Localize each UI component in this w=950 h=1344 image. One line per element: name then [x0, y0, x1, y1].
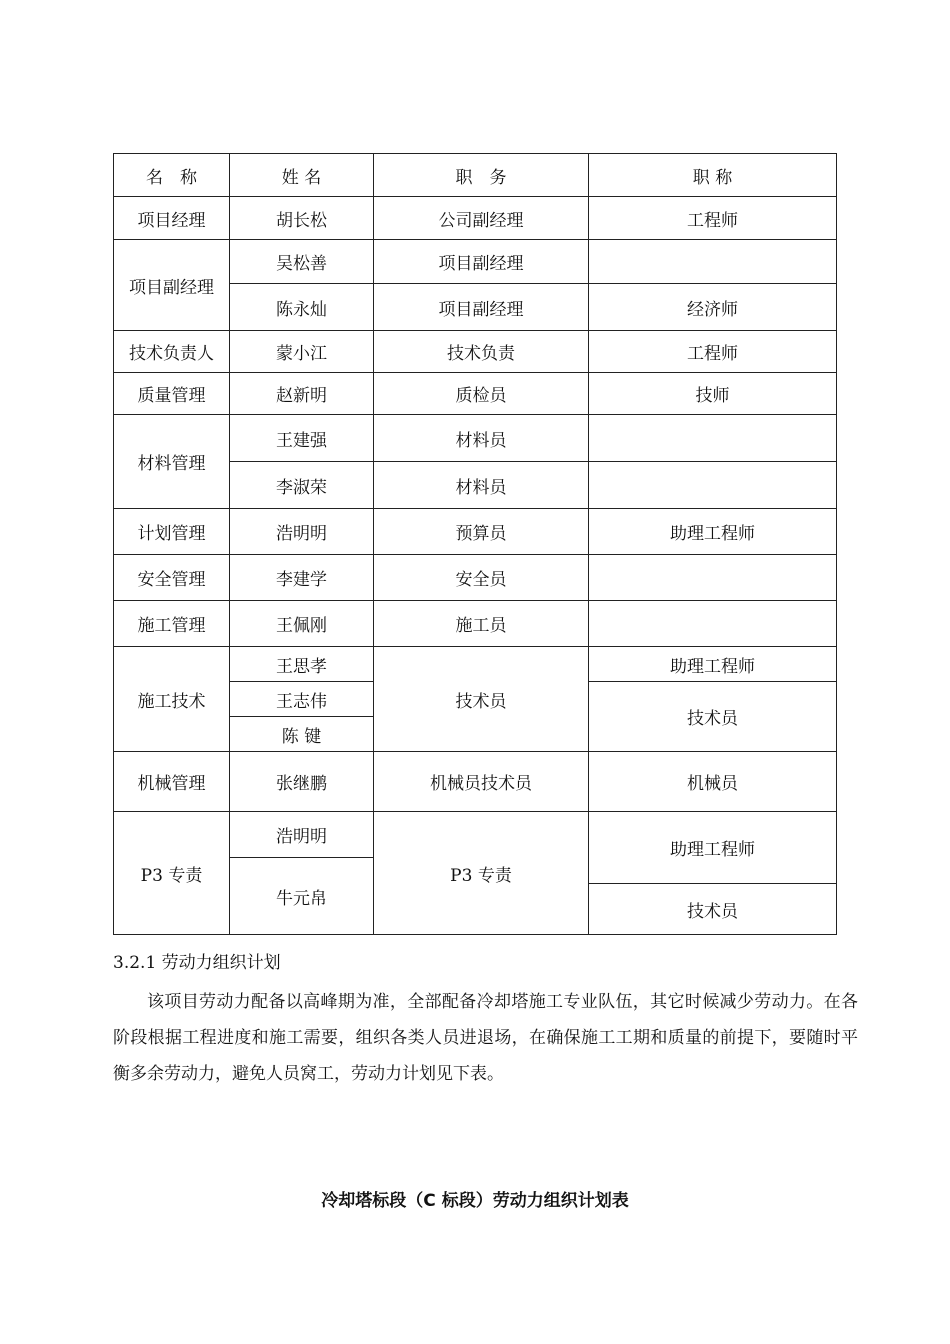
- header-cell: 职 务: [374, 154, 589, 197]
- name-cell: 浩明明: [230, 812, 374, 858]
- role-cell: 计划管理: [114, 509, 230, 555]
- title-cell: 技术员: [589, 682, 837, 752]
- table-row: [114, 197, 837, 240]
- role-cell: 项目副经理: [114, 240, 230, 331]
- role-cell: 质量管理: [114, 373, 230, 415]
- table-row: [114, 373, 837, 415]
- table-row: [114, 812, 837, 858]
- name-cell: 赵新明: [230, 373, 374, 415]
- duty-cell: 技术员: [374, 647, 589, 752]
- duty-cell: 公司副经理: [374, 197, 589, 240]
- duty-cell: P3 专责: [374, 812, 589, 935]
- header-cell: 职 称: [589, 154, 837, 197]
- duty-cell: 施工员: [374, 601, 589, 647]
- name-cell: 李建学: [230, 555, 374, 601]
- table-row: [114, 647, 837, 682]
- table-row: [114, 555, 837, 601]
- section-heading: 3.2.1 劳动力组织计划: [113, 953, 281, 973]
- title-cell: [589, 240, 837, 284]
- staff-table: [113, 153, 837, 935]
- title-cell: 助理工程师: [589, 812, 837, 884]
- body-paragraph: 该项目劳动力配备以高峰期为准，全部配备冷却塔施工专业队伍，其它时候减少劳动力。在各阶段根据工程进度和施工需要，组织各类人员进退场，在确保施工工期和质量的前提下，要随时平衡多余劳动力，避免人员窝工，劳动力计划见下表。: [113, 992, 858, 1084]
- title-cell: [589, 601, 837, 647]
- table-row: [114, 331, 837, 373]
- title-cell: 工程师: [589, 197, 837, 240]
- duty-cell: 材料员: [374, 462, 589, 509]
- name-cell: 张继鹏: [230, 752, 374, 812]
- role-cell: 技术负责人: [114, 331, 230, 373]
- duty-cell: 机械员技术员: [374, 752, 589, 812]
- duty-cell: 项目副经理: [374, 284, 589, 331]
- role-cell: 材料管理: [114, 415, 230, 509]
- name-cell: 陈 键: [230, 717, 374, 752]
- role-cell: 项目经理: [114, 197, 230, 240]
- duty-cell: 安全员: [374, 555, 589, 601]
- title-cell: 助理工程师: [589, 647, 837, 682]
- name-cell: 王志伟: [230, 682, 374, 717]
- name-cell: 王思孝: [230, 647, 374, 682]
- role-cell: 安全管理: [114, 555, 230, 601]
- table-row: [114, 509, 837, 555]
- table-caption: 冷却塔标段（C 标段）劳动力组织计划表: [321, 1191, 629, 1211]
- role-cell: 施工技术: [114, 647, 230, 752]
- duty-cell: 技术负责: [374, 331, 589, 373]
- title-cell: 工程师: [589, 331, 837, 373]
- name-cell: 蒙小江: [230, 331, 374, 373]
- title-cell: 助理工程师: [589, 509, 837, 555]
- name-cell: 李淑荣: [230, 462, 374, 509]
- name-cell: 王建强: [230, 415, 374, 462]
- name-cell: 吴松善: [230, 240, 374, 284]
- title-cell: 技术员: [589, 884, 837, 935]
- title-cell: 机械员: [589, 752, 837, 812]
- name-cell: 陈永灿: [230, 284, 374, 331]
- role-cell: P3 专责: [114, 812, 230, 935]
- name-cell: 浩明明: [230, 509, 374, 555]
- title-cell: [589, 415, 837, 462]
- name-cell: 胡长松: [230, 197, 374, 240]
- header-cell: 名 称: [114, 154, 230, 197]
- title-cell: 经济师: [589, 284, 837, 331]
- name-cell: 牛元帛: [230, 858, 374, 935]
- role-cell: 机械管理: [114, 752, 230, 812]
- title-cell: [589, 555, 837, 601]
- table-row: [114, 415, 837, 462]
- table-row: [114, 240, 837, 284]
- duty-cell: 项目副经理: [374, 240, 589, 284]
- duty-cell: 材料员: [374, 415, 589, 462]
- duty-cell: 预算员: [374, 509, 589, 555]
- title-cell: [589, 462, 837, 509]
- role-cell: 施工管理: [114, 601, 230, 647]
- header-row: [114, 154, 837, 197]
- name-cell: 王佩刚: [230, 601, 374, 647]
- header-cell: 姓 名: [230, 154, 374, 197]
- table-row: [114, 601, 837, 647]
- title-cell: 技师: [589, 373, 837, 415]
- table-row: [114, 752, 837, 812]
- duty-cell: 质检员: [374, 373, 589, 415]
